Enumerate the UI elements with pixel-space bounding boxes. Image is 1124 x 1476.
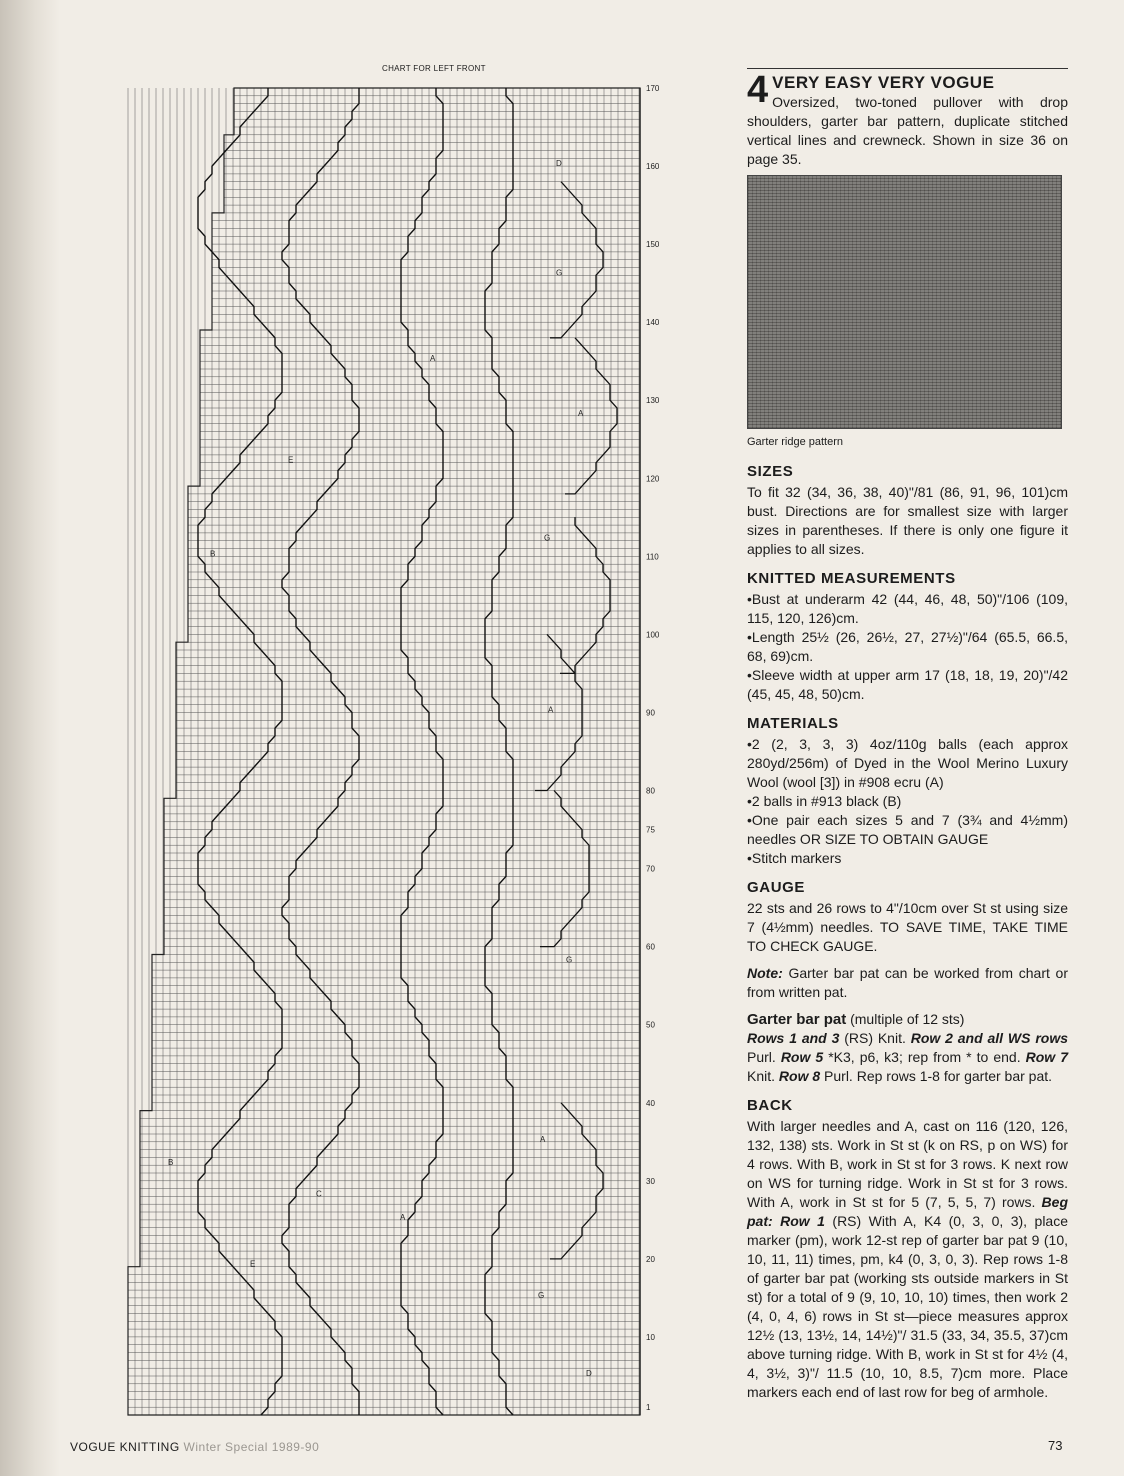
note-text: Garter bar pat can be worked from chart or from written pat. [747,965,1068,1000]
chart-zone-letter: A [430,354,436,364]
garter-r8-text: Purl. Rep rows 1-8 for garter bar pat. [820,1068,1053,1084]
chart-row-number: 140 [646,318,660,328]
chart-zone-letter: G [544,533,551,543]
note-paragraph [747,964,1068,1002]
back-bold: Beg pat: Row 1 [747,1194,1068,1229]
back-text [747,1117,1068,1402]
chart-row-number: 75 [646,825,655,835]
chart-row-number: 10 [646,1332,655,1342]
chart-zone-letter: G [566,955,573,965]
chart-row-number: 120 [646,474,660,484]
garter-r8: Row 8 [778,1068,821,1084]
pattern-header [747,69,1068,169]
issue-name: Winter Special 1989-90 [183,1440,320,1454]
garter-mult: (multiple of 12 sts) [846,1011,965,1027]
garter-r5-text: *K3, p6, k3; rep from * to end. [823,1049,1026,1065]
garter-label: Garter bar pat [747,1011,847,1028]
pattern-title: VERY EASY VERY VOGUE [772,73,995,92]
chart-zone-letter: B [168,1158,174,1168]
garter-r2: Row 2 and all WS rows [910,1030,1069,1046]
chart-zone-letter: E [288,455,294,465]
chart-row-number: 40 [646,1098,655,1108]
chart-zone-letter: A [540,1134,546,1144]
garter-r13-text: (RS) Knit. [839,1030,911,1046]
material-item: •2 (2, 3, 3, 3) 4oz/110g balls (each approx 280yd/256m) of Dyed in the Wool Merino Luxury Wool (wool [3]) in #908 ecru (A) [747,736,1068,790]
chart-row-number: 150 [646,240,660,250]
pattern-number: 4 [747,69,769,111]
material-item: •One pair each sizes 5 and 7 (3¾ and 4½mm) needles OR SIZE TO OBTAIN GAUGE [747,812,1068,847]
note-label: Note: [747,965,783,981]
measurement-item: •Length 25½ (26, 26½, 27, 27½)"/64 (65.5, 66.5, 68, 69)cm. [747,629,1068,664]
sizes-heading: SIZES [747,463,794,480]
chart-row-number: 70 [646,864,655,874]
garter-bar-paragraph [747,1010,1068,1086]
sizes-text: To fit 32 (34, 36, 38, 40)"/81 (86, 91, 96, 101)cm bust. Directions are for smallest size with larger sizes in parentheses. If there is only one figure it applies to all sizes. [747,484,1068,557]
chart-zone-letter: B [210,549,216,559]
back-heading: BACK [747,1097,793,1114]
material-item: •Stitch markers [747,850,842,866]
chart-zone-letter: G [538,1290,545,1300]
magazine-name: VOGUE KNITTING [70,1440,180,1454]
garter-ridge-photo [747,175,1062,429]
garter-r7-text: Knit. [747,1068,779,1084]
garter-r7: Row 7 [1025,1049,1068,1065]
chart-row-number: 1 [646,1403,651,1413]
photo-caption: Garter ridge pattern [747,436,843,448]
page-binding-shadow [0,0,60,1476]
chart-row-number: 170 [646,84,660,93]
knitting-chart [120,80,680,1425]
measurement-item: •Sleeve width at upper arm 17 (18, 18, 19, 20)"/42 (45, 45, 48, 50)cm. [747,667,1068,702]
chart-row-number: 130 [646,396,660,406]
chart-row-number: 90 [646,708,655,718]
pattern-intro: Oversized, two-toned pullover with drop shoulders, garter bar pattern, duplicate stitched vertical lines and crewneck. Shown in size 36 on page 35. [747,94,1068,167]
chart-row-number: 110 [646,552,659,562]
chart-zone-letter: E [250,1259,256,1269]
chart-row-number: 60 [646,942,655,952]
chart-row-number: 30 [646,1176,655,1186]
chart-zone-letter: D [556,159,562,169]
chart-zone-letter: D [586,1369,592,1378]
garter-r13: Rows 1 and 3 [747,1030,840,1046]
chart-zone-letter: A [548,705,554,715]
chart-zone-letter: A [400,1212,406,1222]
garter-r2-text: Purl. [747,1049,781,1065]
chart-row-number: 50 [646,1020,655,1030]
chart-title: CHART FOR LEFT FRONT [382,64,486,73]
chart-row-number: 160 [646,162,660,172]
footer-magazine [70,1440,319,1454]
page-number: 73 [1048,1438,1063,1453]
chart-row-number: 20 [646,1254,655,1264]
chart-zone-letter: C [316,1189,322,1199]
back-text-2: (RS) With A, K4 (0, 3, 0, 3), place marker (pm), work 12-st rep of garter bar pat 9 (10, 10, 11, 11) times, pm, k4 (0, 3, 0, 3). Rep rows 1-8 of garter bar pat (working sts outside markers in St st) for a total of 9 (9, 10, 10, 10) times, then work 2 (4, 0, 4, 6) rows in St st—piece measures approx 12½ (13, 13½, 14, 14½)"/ 31.5 (33, 34, 35.5, 37)cm above turning ridge. With B, work in St st for 4½ (4, 4, 3½, 3)"/ 11.5 (10, 10, 8.5, 7)cm more. Place markers each end of last row for beg of armhole. [747,1213,1068,1400]
gauge-heading: GAUGE [747,879,806,896]
chart-zone-letter: G [556,268,563,278]
measurement-item: •Bust at underarm 42 (44, 46, 48, 50)"/106 (109, 115, 120, 126)cm. [747,591,1068,626]
back-text-1: With larger needles and A, cast on 116 (120, 126, 132, 138) sts. Work in St st (k on RS, p on WS) for 4 rows. With B, work in St st for 3 rows. K next row on WS for turning ridge. Work in St st for 3 rows. With A, work in St st for 5 (7, 5, 5, 7) rows. [747,1118,1068,1210]
pattern-column [747,68,1068,1402]
gauge-text: 22 sts and 26 rows to 4"/10cm over St st using size 7 (4½mm) needles. TO SAVE TIME, TAKE TIME TO CHECK GAUGE. [747,900,1068,954]
measurements-heading: KNITTED MEASUREMENTS [747,570,956,587]
chart-zone-letter: A [578,408,584,418]
chart-row-number: 80 [646,786,655,796]
garter-r5: Row 5 [780,1049,824,1065]
rule [747,68,1068,69]
chart-row-number: 100 [646,630,660,640]
materials-heading: MATERIALS [747,715,839,732]
material-item: •2 balls in #913 black (B) [747,793,902,809]
